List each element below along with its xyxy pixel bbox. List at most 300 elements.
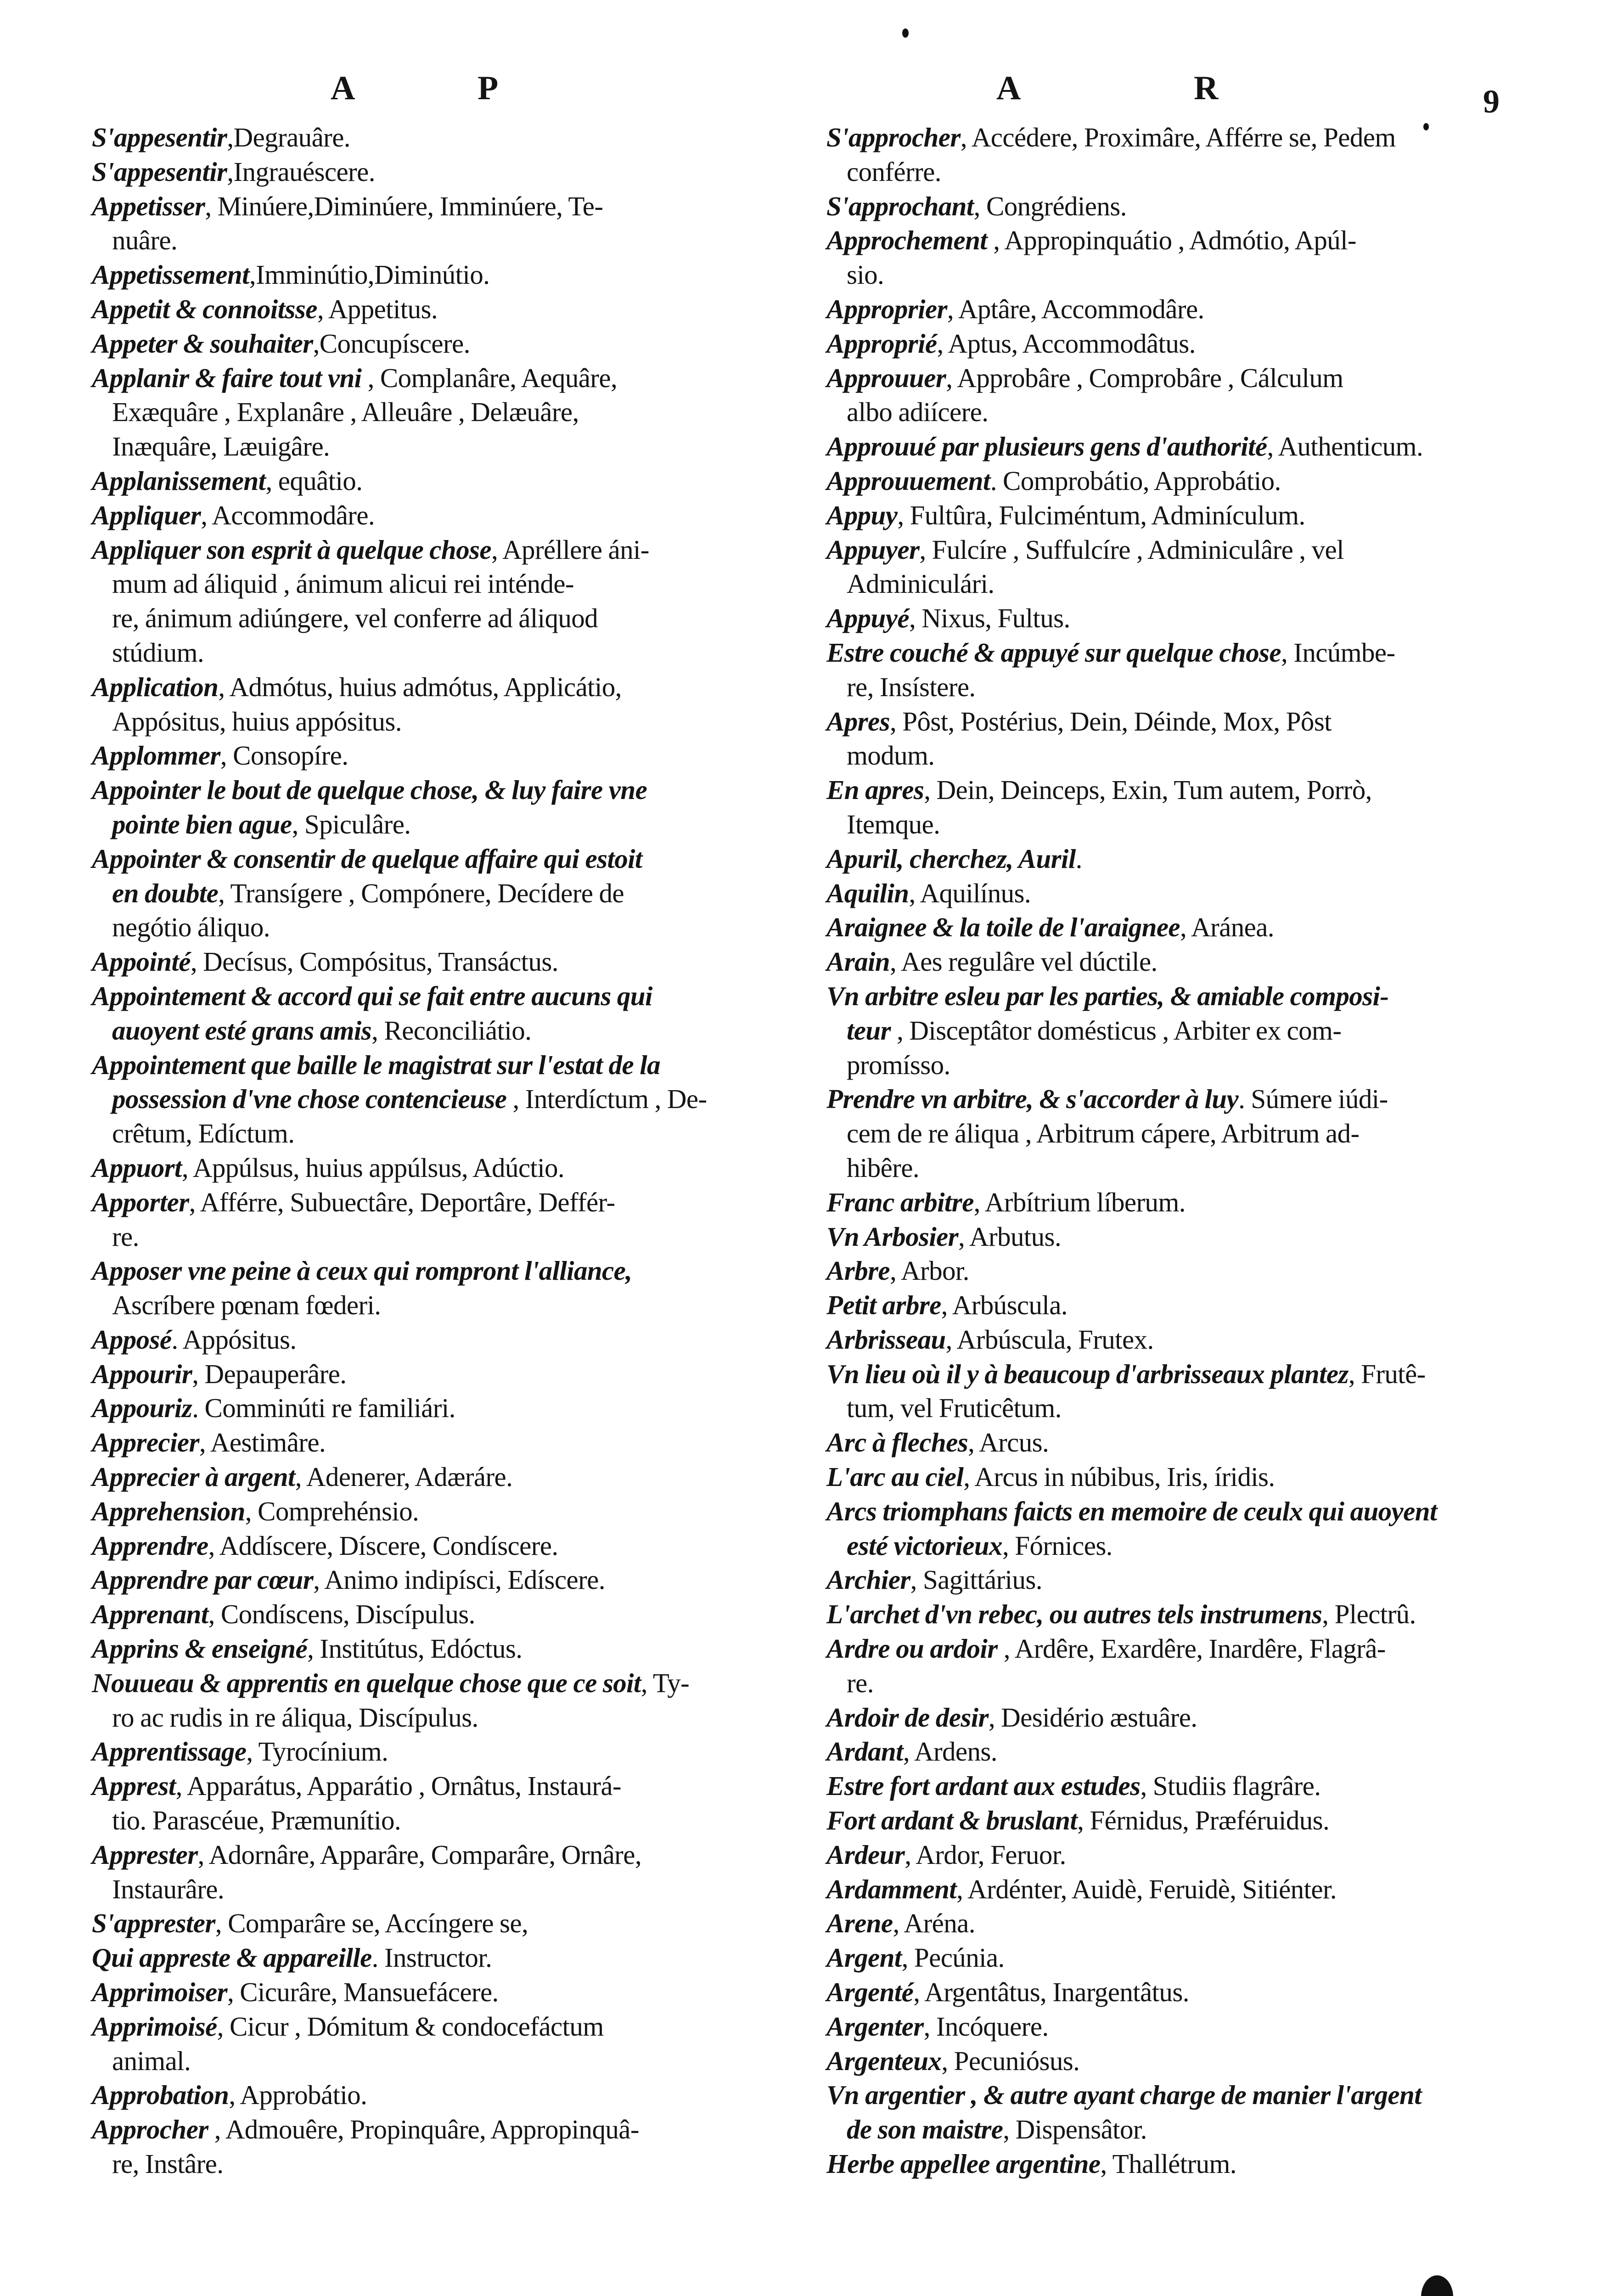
entry-headword: Ardre ou ardoir — [826, 1633, 998, 1664]
dictionary-entry — [826, 945, 1531, 979]
entry-translation: , Arbúscula, Frutex. — [945, 1324, 1154, 1355]
entry-translation: , Fultûra, Fulciméntum, Adminículum. — [897, 500, 1305, 530]
entry-translation: , Cicurâre, Mansuefácere. — [227, 1977, 499, 2008]
dictionary-entry — [826, 1254, 1531, 1288]
entry-translation: , Aréna. — [893, 1908, 975, 1939]
entry-headword: L'arc au ciel — [826, 1462, 964, 1492]
entry-translation: , Transígere , Compónere, Decídere de — [218, 878, 624, 908]
entry-continuation-line — [92, 1116, 808, 1151]
entry-headword: Apprimoiser — [92, 1977, 227, 2008]
entry-headword: Apprester — [92, 1839, 198, 1870]
dictionary-entry — [826, 1597, 1531, 1632]
entry-headword: Arbre — [826, 1255, 890, 1286]
dictionary-entry — [826, 223, 1531, 258]
entry-translation: , Incóquere. — [923, 2011, 1049, 2042]
dictionary-entry — [92, 533, 808, 567]
entry-translation: . Instructor. — [371, 1942, 492, 1973]
entry-continuation-line — [826, 738, 1531, 773]
entry-translation: , Arcus in núbibus, Iris, íridis. — [963, 1462, 1275, 1492]
entry-headword: Appuy — [826, 500, 898, 530]
entry-translation: . Comprobátio, Approbátio. — [990, 465, 1281, 496]
entry-continuation-line — [92, 636, 808, 670]
entry-continuation-line — [92, 704, 808, 739]
entry-headword: Appointer & consentir de quelque affaire qui estoit — [92, 843, 642, 874]
entry-translation: hibêre. — [847, 1152, 919, 1183]
ink-blot — [1421, 2275, 1453, 2296]
entry-headword: Appetit & connoitsse — [92, 293, 317, 324]
entry-headword: esté victorieux — [847, 1530, 1002, 1561]
dictionary-entry — [826, 1803, 1531, 1838]
entry-translation: , Arbúscula. — [941, 1290, 1068, 1321]
entry-translation: Itemque. — [847, 809, 940, 839]
entry-headword: Approuuer — [826, 362, 946, 393]
entry-translation: , Desidério æstuâre. — [988, 1702, 1197, 1733]
dictionary-entry — [826, 1563, 1531, 1597]
entry-translation: negótio áliquo. — [112, 912, 270, 943]
entry-translation: , Complanâre, Aequâre, — [361, 362, 618, 393]
dictionary-entry — [826, 189, 1531, 224]
dictionary-entry — [826, 1941, 1531, 1975]
dictionary-entry — [92, 120, 808, 155]
entry-continuation-line — [826, 1048, 1531, 1082]
entry-translation: , Ty- — [641, 1667, 690, 1698]
entry-headword: Fort ardant & bruslant — [826, 1805, 1078, 1836]
entry-translation: , Decísus, Compósitus, Transáctus. — [190, 946, 558, 977]
dictionary-entry — [92, 464, 808, 498]
entry-continuation-line — [826, 395, 1531, 429]
entry-translation: , Depauperâre. — [192, 1358, 347, 1389]
entry-headword: En apres — [826, 775, 924, 805]
entry-translation: crêtum, Edíctum. — [112, 1118, 295, 1149]
entry-continuation-line — [826, 155, 1531, 189]
entry-continuation-line — [92, 1013, 808, 1048]
entry-headword: Archier — [826, 1564, 910, 1595]
entry-continuation-line — [92, 601, 808, 636]
dictionary-entry — [92, 1322, 808, 1357]
entry-headword: Araignee & la toile de l'araignee — [826, 912, 1180, 943]
entry-headword: Estre fort ardant aux estudes — [826, 1771, 1141, 1801]
entry-translation: , Fulcíre , Suffulcíre , Adminiculâre , vel — [919, 534, 1344, 565]
entry-translation: , Aránea. — [1180, 912, 1274, 943]
entry-translation: , Férnidus, Præféruidus. — [1077, 1805, 1330, 1836]
entry-translation: , Appropinquátio , Admótio, Apúl- — [987, 225, 1356, 256]
entry-headword: Franc arbitre — [826, 1187, 974, 1217]
entry-headword: Apuril, cherchez, Auril — [826, 843, 1076, 874]
entry-continuation-line — [92, 1803, 808, 1838]
entry-translation: tum, vel Fruticêtum. — [847, 1393, 1062, 1424]
entry-translation: , Dein, Deinceps, Exin, Tum autem, Porrò, — [924, 775, 1372, 805]
entry-headword: Arbrisseau — [826, 1324, 946, 1355]
dictionary-entry — [826, 1769, 1531, 1803]
dictionary-entry — [826, 2044, 1531, 2078]
entry-translation: , Tyrocínium. — [246, 1736, 388, 1767]
entry-translation: , Accommodâre. — [201, 500, 375, 530]
dictionary-entry — [826, 1082, 1531, 1116]
entry-headword: Approuué par plusieurs gens d'authorité — [826, 431, 1267, 462]
dictionary-entry — [826, 636, 1531, 670]
entry-headword: Apposé — [92, 1324, 172, 1355]
entry-translation: , Ardens. — [903, 1736, 997, 1767]
entry-headword: Appouriz — [92, 1393, 192, 1424]
entry-continuation-line — [826, 1151, 1531, 1185]
entry-translation: Inæquâre, Læuigâre. — [112, 431, 330, 462]
entry-translation: Adminiculári. — [847, 568, 995, 599]
entry-translation: , Ardêre, Exardêre, Inardêre, Flagrâ- — [997, 1633, 1386, 1664]
entry-headword: en doubte — [112, 878, 219, 908]
entry-translation: , Incúmbe- — [1281, 637, 1395, 668]
entry-headword: Vn Arbosier — [826, 1221, 958, 1252]
running-head-left-a: A — [331, 69, 357, 107]
entry-headword: Appliquer — [92, 500, 201, 530]
entry-translation: promísso. — [847, 1049, 950, 1080]
dictionary-entry — [92, 1906, 808, 1941]
entry-headword: Ardoir de desir — [826, 1702, 989, 1733]
entry-headword: Approprier — [826, 293, 947, 324]
dictionary-entry — [826, 910, 1531, 945]
entry-translation: , Adornâre, Apparâre, Comparâre, Ornâre, — [197, 1839, 641, 1870]
entry-headword: Appointer le bout de quelque chose, & luy faire vne — [92, 775, 647, 805]
entry-continuation-line — [92, 876, 808, 911]
dictionary-entry — [92, 1425, 808, 1460]
dictionary-entry — [826, 1906, 1531, 1941]
entry-translation: ,Ingrauéscere. — [227, 156, 375, 187]
dictionary-entry — [826, 292, 1531, 326]
entry-translation: tio. Parascéue, Præmunítio. — [112, 1805, 401, 1836]
entry-translation: , Addíscere, Díscere, Condíscere. — [208, 1530, 558, 1561]
left-column — [92, 120, 808, 2181]
entry-headword: Approprié — [826, 328, 937, 359]
dictionary-entry — [826, 876, 1531, 911]
entry-headword: Apres — [826, 706, 890, 737]
dictionary-entry — [826, 1734, 1531, 1769]
dictionary-entry — [92, 1666, 808, 1700]
entry-headword: Approuuement — [826, 465, 990, 496]
dictionary-entry — [92, 189, 808, 224]
entry-translation: , Adenerer, Adæráre. — [295, 1462, 513, 1492]
dictionary-entry — [92, 1734, 808, 1769]
entry-headword: Apprendre par cœur — [92, 1564, 314, 1595]
dictionary-entry — [826, 1975, 1531, 2009]
entry-headword: Aquilin — [826, 878, 909, 908]
entry-headword: Herbe appellee argentine — [826, 2149, 1101, 2179]
entry-translation: , Sagittárius. — [910, 1564, 1042, 1595]
entry-continuation-line — [92, 395, 808, 429]
dictionary-entry — [826, 1425, 1531, 1460]
entry-continuation-line — [826, 807, 1531, 842]
entry-translation: , Apréllere áni- — [491, 534, 649, 565]
entry-translation: , Pecúnia. — [901, 1942, 1005, 1973]
entry-headword: Appourir — [92, 1358, 192, 1389]
dictionary-entry — [826, 2147, 1531, 2181]
entry-continuation-line — [92, 429, 808, 464]
entry-translation: , Admouêre, Propinquâre, Appropinquâ- — [208, 2114, 639, 2145]
entry-headword: Ardamment — [826, 1874, 957, 1904]
entry-headword: Appointement & accord qui se fait entre aucuns qui — [92, 980, 652, 1011]
dictionary-entry — [92, 1048, 808, 1082]
dictionary-entry — [92, 945, 808, 979]
entry-translation: , Arbítrium líberum. — [973, 1187, 1186, 1217]
running-head-left-p: P — [478, 69, 500, 107]
entry-translation: Exæquâre , Explanâre , Alleuâre , Delæuâre, — [112, 397, 579, 428]
entry-translation: Appósitus, huius appósitus. — [112, 706, 402, 737]
entry-headword: Apprendre — [92, 1530, 208, 1561]
entry-translation: , Institútus, Edóctus. — [307, 1633, 523, 1664]
dictionary-entry — [92, 2009, 808, 2044]
entry-translation: , Authenticum. — [1267, 431, 1423, 462]
entry-translation: , Reconciliátio. — [371, 1015, 532, 1046]
entry-translation: modum. — [847, 740, 935, 771]
dictionary-entry — [92, 1941, 808, 1975]
entry-translation: conférre. — [847, 156, 941, 187]
entry-translation: Ascríbere pœnam fœderi. — [112, 1290, 381, 1321]
dictionary-entry — [92, 1563, 808, 1597]
entry-translation: , Frutê- — [1348, 1358, 1426, 1389]
dictionary-entry — [826, 2009, 1531, 2044]
entry-continuation-line — [92, 2044, 808, 2078]
dictionary-entry — [826, 1700, 1531, 1735]
entry-headword: Appetissement — [92, 259, 249, 290]
entry-translation: . Súmere iúdi- — [1238, 1084, 1388, 1114]
page-number: 9 — [1483, 83, 1500, 120]
entry-translation: , Spiculâre. — [292, 809, 411, 839]
entry-headword: Apprecier à argent — [92, 1462, 295, 1492]
entry-translation: ,Imminútio,Diminútio. — [249, 259, 490, 290]
entry-headword: Approbation — [92, 2080, 229, 2110]
entry-continuation-line — [826, 670, 1531, 704]
entry-continuation-line — [826, 2112, 1531, 2147]
entry-translation: , Comparâre se, Accíngere se, — [215, 1908, 528, 1939]
entry-translation: , Studiis flagrâre. — [1140, 1771, 1321, 1801]
dictionary-entry — [826, 498, 1531, 533]
entry-continuation-line — [92, 807, 808, 842]
entry-translation: stúdium. — [112, 637, 204, 668]
entry-translation: , Argentâtus, Inargentâtus. — [913, 1977, 1189, 2008]
entry-headword: S'appesentir — [92, 122, 227, 152]
dictionary-entry — [92, 842, 808, 876]
entry-continuation-line — [826, 1666, 1531, 1700]
entry-continuation-line — [826, 1391, 1531, 1425]
entry-translation: , Aptâre, Accommodâre. — [947, 293, 1204, 324]
entry-continuation-line — [92, 910, 808, 945]
dictionary-entry — [92, 1357, 808, 1391]
dictionary-entry — [92, 258, 808, 292]
entry-translation: , Aptus, Accommodâtus. — [937, 328, 1196, 359]
entry-translation: , Thallétrum. — [1100, 2149, 1236, 2179]
entry-headword: Argenter — [826, 2011, 924, 2042]
dictionary-entry — [92, 1185, 808, 1220]
dictionary-entry — [826, 1357, 1531, 1391]
dictionary-entry — [92, 1769, 808, 1803]
entry-translation: , Aestimâre. — [199, 1427, 326, 1458]
dictionary-entry — [826, 2078, 1531, 2112]
entry-continuation-line — [92, 567, 808, 601]
dictionary-entry — [92, 979, 808, 1013]
running-head-right-a: A — [996, 69, 1023, 107]
entry-translation: , Pôst, Postérius, Dein, Déinde, Mox, Pôst — [889, 706, 1332, 737]
entry-headword: Application — [92, 671, 219, 702]
entry-translation: albo adiícere. — [847, 397, 989, 428]
dictionary-entry — [92, 361, 808, 395]
entry-headword: Argenté — [826, 1977, 914, 2008]
entry-headword: S'apprester — [92, 1908, 215, 1939]
entry-headword: Applanissement — [92, 465, 266, 496]
dictionary-entry — [92, 2078, 808, 2112]
dictionary-entry — [826, 773, 1531, 807]
entry-headword: Appuort — [92, 1152, 182, 1183]
entry-translation: , Apparátus, Apparátio , Ornâtus, Instaurá- — [175, 1771, 621, 1801]
entry-headword: Nouueau & apprentis en quelque chose que ce soit — [92, 1667, 641, 1698]
entry-headword: auoyent esté grans amis — [112, 1015, 372, 1046]
entry-translation: , Arbor. — [889, 1255, 969, 1286]
entry-continuation-line — [92, 2147, 808, 2181]
entry-translation: ,Degrauâre. — [227, 122, 350, 152]
entry-translation: , Ardor, Feruor. — [905, 1839, 1066, 1870]
entry-continuation-line — [826, 567, 1531, 601]
ink-speck — [902, 28, 909, 38]
entry-translation: , Ardénter, Auidè, Feruidè, Sitiénter. — [956, 1874, 1337, 1904]
dictionary-entry — [92, 670, 808, 704]
dictionary-entry — [92, 738, 808, 773]
entry-headword: Ardant — [826, 1736, 903, 1767]
dictionary-entry — [92, 1632, 808, 1666]
entry-continuation-line — [92, 223, 808, 258]
entry-headword: Arcs triomphans faicts en memoire de ceulx qui auoyent — [826, 1496, 1437, 1526]
entry-headword: Appointement que baille le magistrat sur l'estat de la — [92, 1049, 660, 1080]
ink-speck — [1423, 123, 1429, 130]
entry-headword: Apprentissage — [92, 1736, 247, 1767]
entry-headword: Prendre vn arbitre, & s'accorder à luy — [826, 1084, 1239, 1114]
entry-headword: Argent — [826, 1942, 902, 1973]
entry-translation: cem de re áliqua , Arbitrum cápere, Arbitrum ad- — [847, 1118, 1360, 1149]
dictionary-entry — [826, 1288, 1531, 1322]
entry-translation: mum ad áliquid , ánimum alicui rei inténde- — [112, 568, 574, 599]
entry-headword: Appointé — [92, 946, 191, 977]
dictionary-entry — [826, 1460, 1531, 1494]
entry-headword: S'approchant — [826, 191, 974, 221]
entry-continuation-line — [92, 1082, 808, 1116]
dictionary-entry — [92, 498, 808, 533]
dictionary-entry — [92, 773, 808, 807]
entry-headword: Appuyer — [826, 534, 920, 565]
dictionary-entry — [92, 1975, 808, 2009]
entry-translation: , Approbátio. — [229, 2080, 367, 2110]
dictionary-entry — [826, 1632, 1531, 1666]
entry-translation: , Cicur , Dómitum & condocefáctum — [217, 2011, 604, 2042]
entry-translation: , Admótus, huius admótus, Applicátio, — [218, 671, 622, 702]
entry-translation: , Congrédiens. — [973, 191, 1127, 221]
entry-headword: Vn argentier , & autre ayant charge de manier l'argent — [826, 2080, 1422, 2110]
entry-headword: Arc à fleches — [826, 1427, 968, 1458]
dictionary-entry — [92, 155, 808, 189]
entry-translation: , Arbutus. — [958, 1221, 1062, 1252]
entry-headword: pointe bien ague — [112, 809, 292, 839]
entry-headword: Apprimoisé — [92, 2011, 217, 2042]
entry-translation: , Nixus, Fultus. — [909, 603, 1070, 634]
entry-continuation-line — [92, 1288, 808, 1322]
dictionary-entry — [92, 292, 808, 326]
dictionary-entry — [826, 601, 1531, 636]
entry-continuation-line — [826, 1116, 1531, 1151]
entry-translation: , Animo indipísci, Edíscere. — [313, 1564, 605, 1595]
entry-headword: Arene — [826, 1908, 893, 1939]
right-column — [826, 120, 1531, 2181]
entry-headword: Vn lieu où il y à beaucoup d'arbrisseaux plantez — [826, 1358, 1349, 1389]
dictionary-entry — [826, 979, 1531, 1013]
entry-headword: Appuyé — [826, 603, 909, 634]
dictionary-entry — [826, 1185, 1531, 1220]
entry-continuation-line — [826, 258, 1531, 292]
entry-translation: . Appósitus. — [171, 1324, 297, 1355]
entry-headword: S'approcher — [826, 122, 961, 152]
entry-translation: , Minúere,Diminúere, Imminúere, Te- — [205, 191, 603, 221]
dictionary-entry — [826, 1838, 1531, 1872]
dictionary-entry — [826, 842, 1531, 876]
entry-translation: re. — [112, 1221, 139, 1252]
entry-translation: ,Concupíscere. — [313, 328, 470, 359]
entry-headword: Apporter — [92, 1187, 189, 1217]
entry-translation: , Condíscens, Discípulus. — [208, 1599, 475, 1630]
entry-headword: Approchement — [826, 225, 988, 256]
entry-translation: , Aes regulâre vel dúctile. — [890, 946, 1157, 977]
entry-headword: possession d'vne chose contencieuse — [112, 1084, 507, 1114]
dictionary-entry — [92, 1529, 808, 1563]
dictionary-entry — [92, 1391, 808, 1425]
entry-continuation-line — [826, 1529, 1531, 1563]
entry-translation: , Consopíre. — [220, 740, 348, 771]
entry-translation: , Aquilínus. — [909, 878, 1031, 908]
dictionary-entry — [92, 1494, 808, 1529]
dictionary-entry — [92, 1254, 808, 1288]
entry-headword: Argenteux — [826, 2045, 942, 2076]
entry-headword: S'appesentir — [92, 156, 227, 187]
entry-translation: , Pecuniósus. — [941, 2045, 1080, 2076]
dictionary-entry — [826, 1872, 1531, 1907]
entry-translation: . — [1075, 843, 1082, 874]
entry-translation: , Comprehénsio. — [245, 1496, 419, 1526]
entry-continuation-line — [92, 1872, 808, 1907]
entry-translation: re. — [847, 1667, 874, 1698]
entry-translation: ro ac rudis in re áliqua, Discípulus. — [112, 1702, 478, 1733]
dictionary-entry — [826, 704, 1531, 739]
entry-continuation-line — [92, 1700, 808, 1735]
dictionary-entry — [826, 429, 1531, 464]
entry-headword: Petit arbre — [826, 1290, 941, 1321]
entry-translation: re, Insístere. — [847, 671, 976, 702]
entry-headword: Appliquer son esprit à quelque chose — [92, 534, 491, 565]
dictionary-entry — [92, 1838, 808, 1872]
dictionary-entry — [92, 1597, 808, 1632]
entry-translation: , equâtio. — [265, 465, 363, 496]
entry-headword: teur — [847, 1015, 891, 1046]
dictionary-entry — [92, 2112, 808, 2147]
entry-translation: , Approbâre , Comprobâre , Cálculum — [946, 362, 1343, 393]
entry-translation: sio. — [847, 259, 884, 290]
entry-headword: Apprehension — [92, 1496, 245, 1526]
entry-translation: , Fórnices. — [1002, 1530, 1113, 1561]
entry-headword: Ardeur — [826, 1839, 905, 1870]
entry-translation: , Arcus. — [968, 1427, 1049, 1458]
entry-translation: , Accédere, Proximâre, Afférre se, Pedem — [960, 122, 1396, 152]
dictionary-entry — [92, 1151, 808, 1185]
entry-headword: Applanir & faire tout vni — [92, 362, 362, 393]
dictionary-entry — [826, 1494, 1531, 1529]
entry-headword: Apprest — [92, 1771, 176, 1801]
entry-translation: , Appetitus. — [317, 293, 438, 324]
entry-translation: , Interdíctum , De- — [506, 1084, 707, 1114]
dictionary-entry — [826, 1220, 1531, 1254]
dictionary-entry — [826, 1322, 1531, 1357]
running-head-right-r: R — [1194, 69, 1220, 107]
